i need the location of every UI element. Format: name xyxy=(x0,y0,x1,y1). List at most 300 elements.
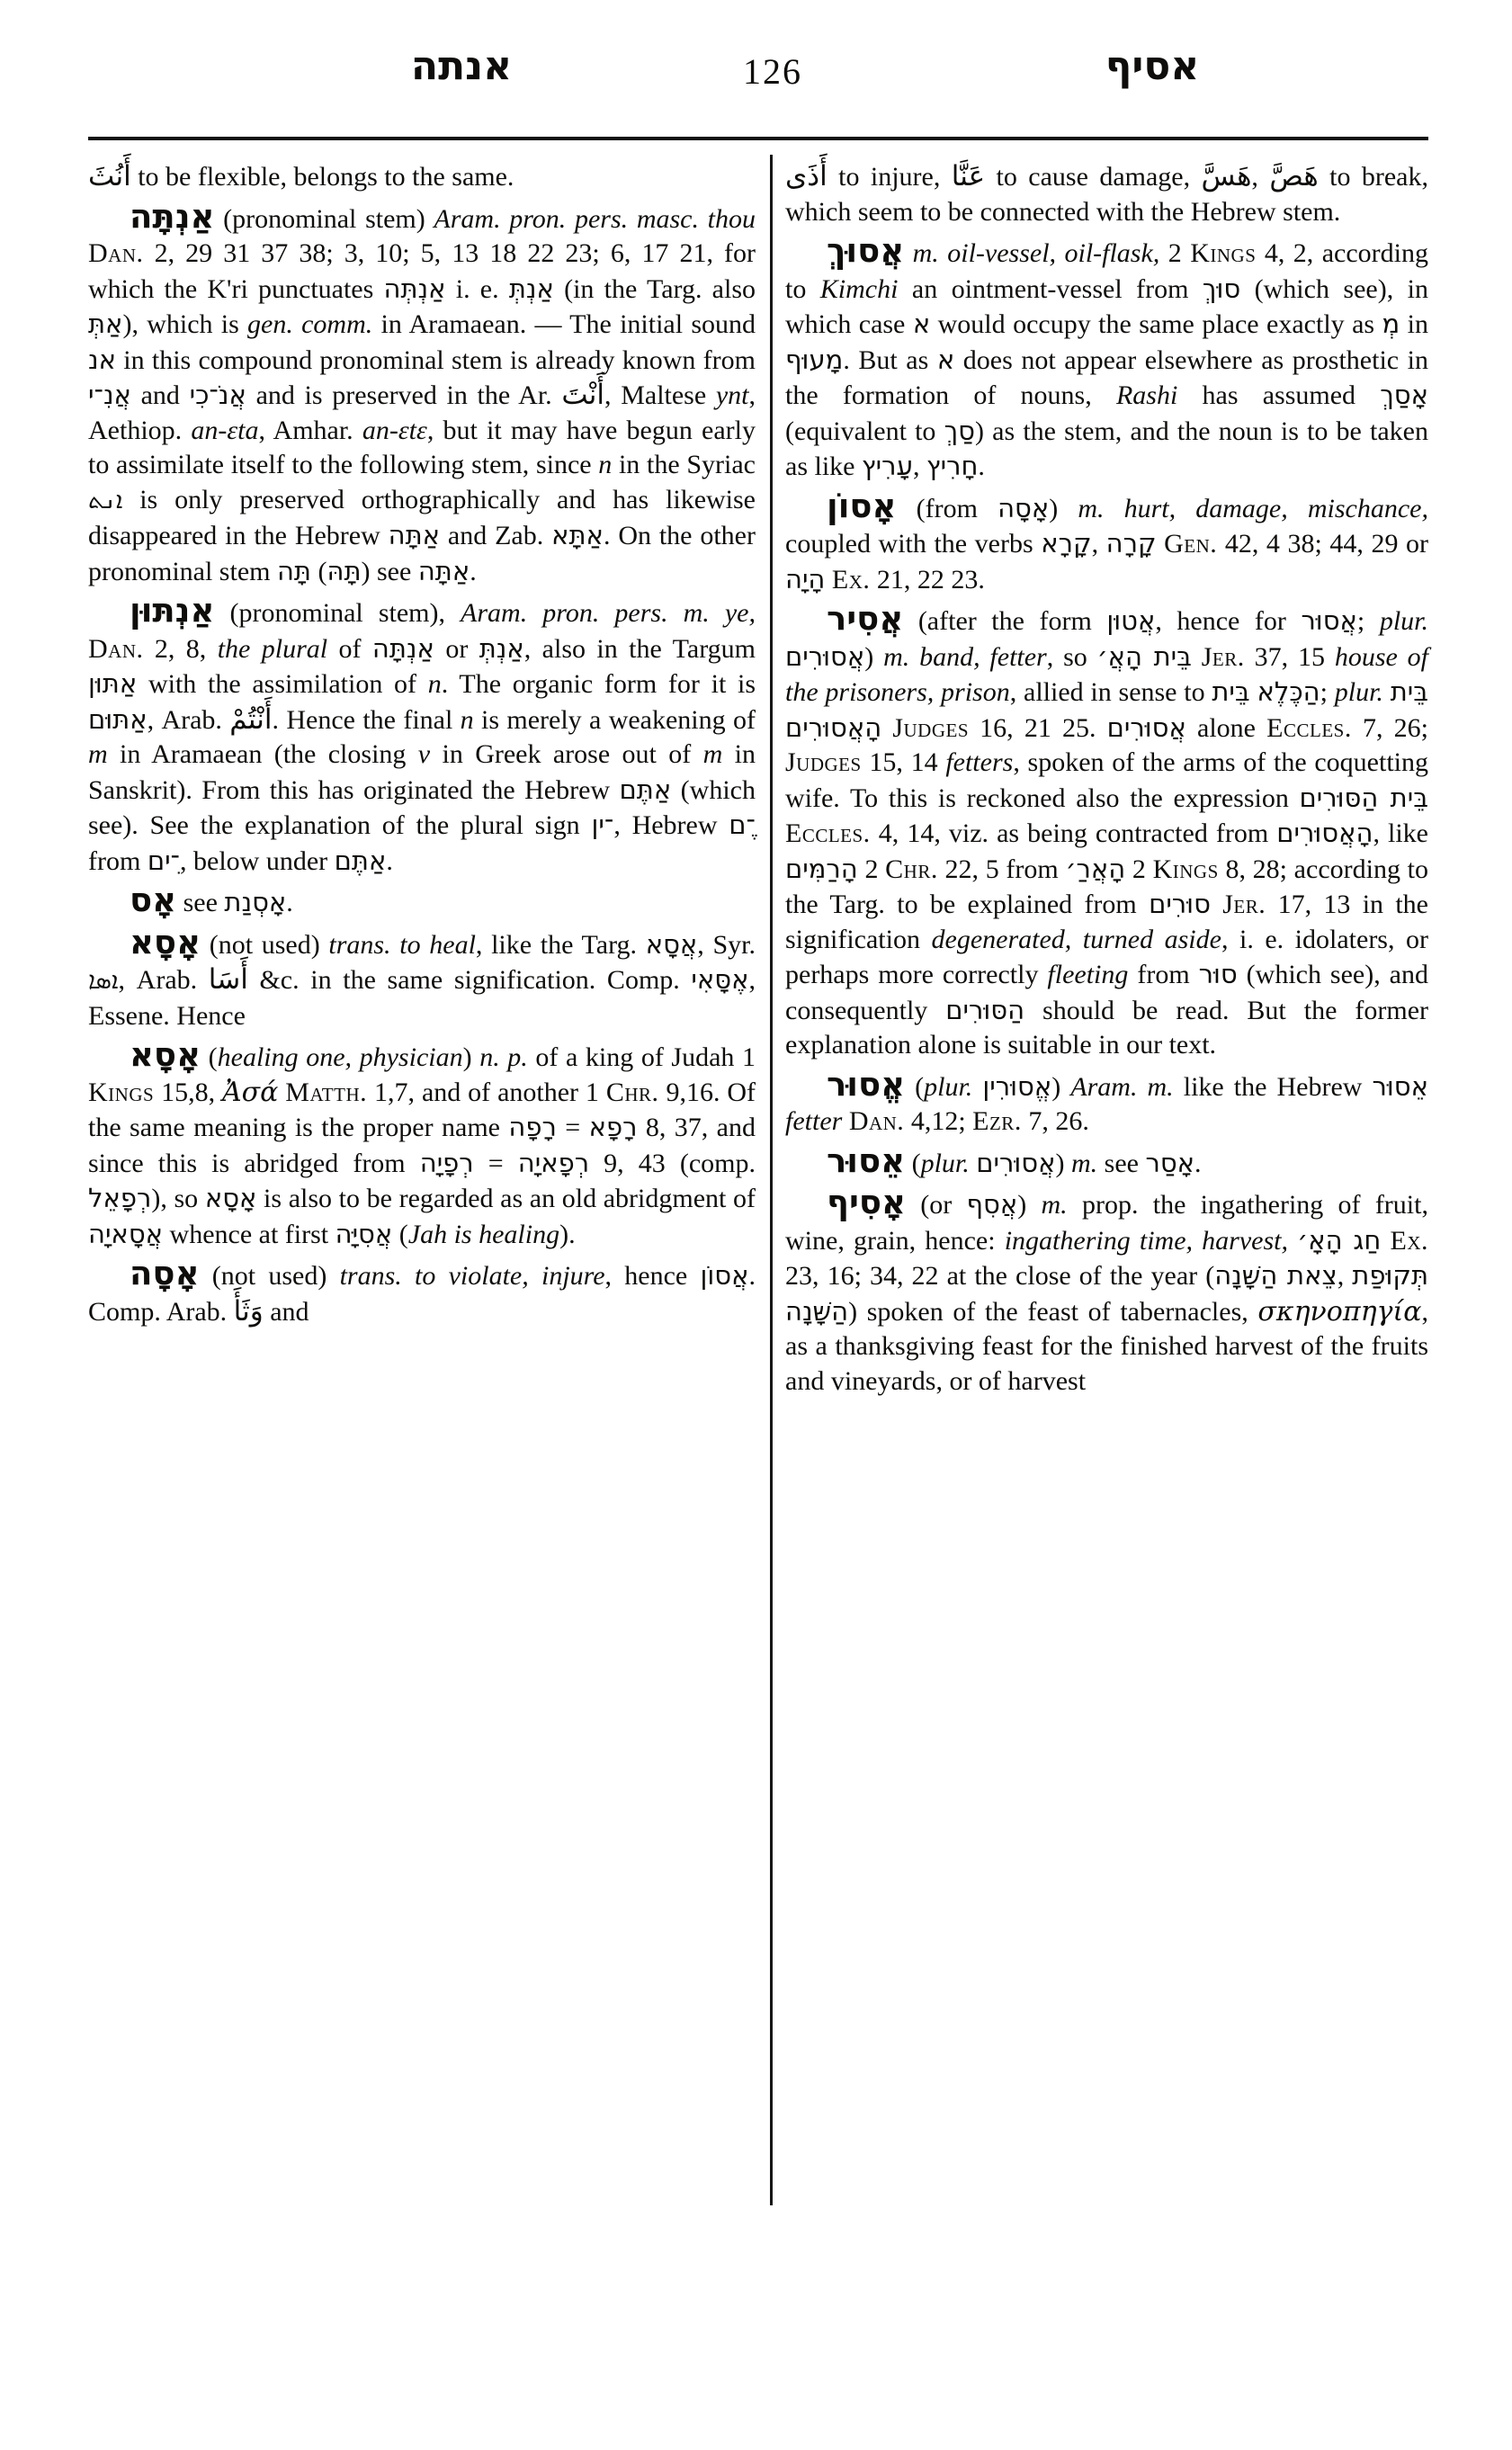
body-text: coupled with the verbs xyxy=(785,529,1042,559)
body-text: 7, 26. xyxy=(1021,1106,1089,1136)
body-text: (not used) xyxy=(201,929,329,960)
body-text: 4, 14, viz. as being contracted from xyxy=(870,818,1277,848)
italic-text: n. p. xyxy=(479,1042,528,1072)
italic-text: Aram. pron. pers. masc. thou xyxy=(434,203,756,234)
arabic-text: عَنَّا xyxy=(951,160,986,192)
arabic-text: أَنْتَ xyxy=(561,379,605,411)
hebrew-text: ־ֶם xyxy=(729,809,756,840)
italic-text: house of the prisoners, prison xyxy=(785,641,1429,707)
entry-headword: אֵסוּר xyxy=(827,1140,906,1180)
scripture-reference: Gen. xyxy=(1164,529,1218,559)
italic-text: healing one, physician xyxy=(217,1042,463,1072)
body-text: does not appear elsewhere as prosthetic in the formation of nouns, xyxy=(785,344,1428,410)
body-text: , Syr. xyxy=(697,929,756,960)
body-text: . xyxy=(286,888,293,917)
dictionary-entry xyxy=(88,922,756,1034)
body-text: . xyxy=(978,452,985,481)
entry-headword: אָסִיף xyxy=(827,1183,906,1221)
italic-text: m. oil-vessel, oil-flask, xyxy=(912,238,1160,268)
body-text: , Arab. xyxy=(118,965,209,995)
scripture-reference: Judges xyxy=(892,712,970,743)
header-left-catchword: אנתה xyxy=(410,43,513,89)
body-text xyxy=(1381,1226,1390,1256)
hebrew-text: עָרִיץ xyxy=(861,451,913,481)
italic-text: plur. xyxy=(924,1071,973,1102)
hebrew-text: אֶסָּאִי xyxy=(691,964,749,995)
dictionary-entry xyxy=(785,599,1429,1063)
body-text: an ointment-vessel from xyxy=(898,273,1203,304)
hebrew-text: קָרָה xyxy=(1105,528,1157,559)
hebrew-text: אֲסוּרִים xyxy=(785,640,865,672)
body-text: , also in the Targum xyxy=(523,633,756,664)
italic-text: the plural xyxy=(217,633,328,664)
body-text: 2 xyxy=(857,854,886,884)
body-text: 42, 4 38; 44, 29 or xyxy=(1217,529,1429,559)
scripture-reference: Dan. xyxy=(88,238,144,268)
italic-text: Aram. pron. pers. m. ye, xyxy=(461,598,756,628)
body-text: (not used) xyxy=(199,1261,340,1291)
body-text: , so xyxy=(1046,641,1097,672)
hebrew-text: אָסַךְ xyxy=(1380,380,1428,410)
body-text xyxy=(1211,890,1222,919)
body-text: , xyxy=(1091,529,1106,559)
body-text: (from xyxy=(896,493,998,523)
body-text: and xyxy=(130,380,190,410)
italic-text: n xyxy=(460,704,474,735)
body-text: 16, 21 25. xyxy=(969,712,1107,743)
arabic-text: هَصَّ xyxy=(1269,160,1319,192)
italic-text: n xyxy=(427,669,442,699)
hebrew-text: בֵּית הָאֲסוּרִים xyxy=(785,676,1429,743)
body-text: ), so xyxy=(151,1184,205,1213)
hebrew-text: רָפָה xyxy=(508,1112,557,1142)
body-text: 2 xyxy=(1159,238,1191,268)
body-text: 4,12; xyxy=(904,1106,973,1136)
hebrew-text: ־ִים xyxy=(147,845,181,876)
body-text: (equivalent to xyxy=(785,416,944,446)
entry-headword: אַנְתָּה xyxy=(130,196,215,236)
scripture-reference: Kings xyxy=(1190,238,1257,268)
body-text: in xyxy=(1400,309,1428,339)
hebrew-text: בֵּית הַסּוּרִים xyxy=(1299,782,1428,813)
scripture-reference: Chr. xyxy=(605,1077,659,1107)
body-text: (which see). See the explanation of the plural sign xyxy=(88,774,756,840)
hebrew-text: קָרָא xyxy=(1041,528,1092,559)
hebrew-text: הַכֶּלֶא xyxy=(1257,676,1320,707)
hebrew-text: תָּה xyxy=(276,555,311,586)
hebrew-text: אֲטוּן xyxy=(1106,605,1156,636)
body-text: 37, 15 xyxy=(1244,641,1335,672)
scripture-reference: Jer. xyxy=(1222,890,1266,919)
body-text: ), which is xyxy=(122,309,248,339)
hebrew-text: סַךְ xyxy=(944,415,976,446)
hebrew-text: א xyxy=(936,344,955,375)
body-text xyxy=(1383,677,1391,707)
body-text: . The organic form for it is xyxy=(441,669,756,699)
hebrew-text: אֲסִף xyxy=(966,1189,1018,1220)
body-text: , allied in sense to xyxy=(1009,677,1212,707)
arabic-text: أَنْتُمْ xyxy=(229,702,273,736)
body-text: . On the other pronominal stem xyxy=(88,521,756,586)
italic-text: Aram. m. xyxy=(1070,1071,1174,1102)
body-text: i. e. xyxy=(445,273,509,304)
entry-headword: אָסָה xyxy=(130,1254,200,1292)
hebrew-text: ־ין xyxy=(591,809,614,840)
hebrew-text: רְפָיָה xyxy=(419,1147,474,1178)
hebrew-text: אַתְּ xyxy=(88,308,123,339)
hebrew-text: מְ xyxy=(1382,308,1400,339)
body-text: has assumed xyxy=(1177,380,1381,410)
dictionary-entry xyxy=(785,159,1428,229)
body-text: , like xyxy=(1373,818,1428,848)
hebrew-text: אַנְתְּ xyxy=(508,273,554,304)
italic-text: m xyxy=(702,739,723,769)
body-text: 9,16. Of the same meaning is the proper name xyxy=(88,1077,756,1142)
scripture-reference: Eccles. xyxy=(785,818,871,848)
body-text: to cause damage, xyxy=(985,162,1202,192)
syriac-text: ܐܢܬ xyxy=(88,486,123,514)
body-text: = xyxy=(473,1148,518,1178)
body-text: ) xyxy=(462,1042,480,1072)
left-column xyxy=(88,155,756,1334)
italic-text: n xyxy=(598,450,613,479)
body-text: in this compound pronominal stem is already known from xyxy=(116,344,756,375)
body-text: to injure, xyxy=(827,162,952,192)
italic-text: ingathering time, harvest, xyxy=(1004,1225,1288,1256)
scripture-reference: Matth. xyxy=(285,1077,368,1107)
hebrew-text: אַנְתְּ xyxy=(479,632,524,664)
italic-text: m. xyxy=(1070,1148,1098,1178)
scripture-reference: Jer. xyxy=(1201,641,1245,672)
arabic-text: أَسَا xyxy=(208,963,248,996)
body-text: 8, 28; according to the Targ. to be explained from xyxy=(785,854,1428,919)
body-text: 15, 14 xyxy=(861,747,946,777)
body-text: ( xyxy=(201,1042,218,1072)
page-number: 126 xyxy=(743,51,802,92)
hebrew-text: הָרַמִּים xyxy=(785,853,858,884)
body-text: ( xyxy=(905,1148,921,1178)
body-text xyxy=(972,1072,982,1102)
body-text: , xyxy=(1251,162,1270,192)
body-text: (in the Targ. also xyxy=(553,273,756,304)
body-text: 1,7, and of another 1 xyxy=(367,1077,606,1107)
hebrew-text: אֲסָאיָה xyxy=(88,1218,164,1249)
scripture-reference: Ex. xyxy=(831,564,871,595)
greek-text: Ἀσά xyxy=(221,1076,279,1108)
body-text: or xyxy=(434,633,479,664)
hebrew-text: אֲסוֹן xyxy=(700,1260,749,1291)
scripture-reference: Dan. xyxy=(848,1106,905,1136)
body-text: in Aramaean (the closing xyxy=(107,739,418,769)
italic-text: ν xyxy=(417,739,431,769)
body-text: 4, 2, according to xyxy=(785,238,1429,304)
body-text: (pronominal stem) xyxy=(214,203,434,234)
entry-headword: אָסוֹן xyxy=(827,486,897,525)
body-text: ) xyxy=(1055,1148,1071,1178)
syriac-text: ܐܣܐ xyxy=(88,967,119,995)
body-text: . xyxy=(386,845,393,876)
body-text: , hence for xyxy=(1155,606,1302,636)
entry-headword: אָסָא xyxy=(130,1035,201,1074)
scripture-reference: Kings xyxy=(1152,854,1219,884)
arabic-text: أَنُثَ xyxy=(88,160,131,192)
body-text: , as a thanksgiving feast for the finished harvest of the fruits and vineyards, or of harvest xyxy=(785,1296,1428,1396)
body-text: , below under xyxy=(180,845,335,876)
dictionary-entry xyxy=(88,196,756,590)
body-text xyxy=(881,713,892,743)
body-text: to be flexible, belongs to the same. xyxy=(130,162,514,192)
scripture-reference: Dan. xyxy=(88,633,144,664)
italic-text: an-ɛtɛ xyxy=(362,415,427,445)
body-text: 2, 8, xyxy=(143,633,218,664)
body-text: . But as xyxy=(843,344,937,375)
body-text: , Maltese xyxy=(604,380,716,410)
hebrew-text: חַג הָאָ׳ xyxy=(1297,1224,1382,1256)
body-text: like the Hebrew xyxy=(1173,1071,1373,1102)
body-text xyxy=(1288,1226,1297,1256)
italic-text: gen. comm. xyxy=(247,309,373,339)
greek-text: σκηνοπηγία xyxy=(1257,1295,1422,1328)
body-text: . Hence the final xyxy=(272,704,461,735)
hebrew-text: סוּרִים xyxy=(1149,889,1211,919)
body-text: and Zab. xyxy=(440,521,552,550)
body-text: (which see), and consequently xyxy=(785,960,1428,1025)
italic-text: an-ɛta xyxy=(191,415,259,445)
scripture-reference: Chr. xyxy=(885,854,938,884)
dictionary-entry xyxy=(785,231,1429,485)
hebrew-text: אַתּוּם xyxy=(88,703,148,735)
body-text: 8, 37, and since this is abridged from xyxy=(88,1113,756,1178)
hebrew-text: רְפָאיָה xyxy=(517,1147,590,1178)
hebrew-text: צֵאת הַשָּׁנָה xyxy=(1214,1260,1338,1291)
body-text: (which see), in which case xyxy=(785,273,1428,339)
hebrew-text: אַתֶּם xyxy=(334,845,387,876)
body-text xyxy=(825,565,832,595)
body-text: ) xyxy=(1017,1190,1042,1220)
body-text: . Comp. Arab. xyxy=(88,1261,756,1327)
dictionary-entry xyxy=(785,486,1429,598)
text-area xyxy=(88,155,1428,2205)
hebrew-text: הָאֲסוּרִים xyxy=(1276,818,1373,848)
body-text: and xyxy=(263,1296,309,1327)
italic-text: fetters xyxy=(945,747,1014,777)
hebrew-text: אֱסוּרִין xyxy=(982,1070,1052,1102)
hebrew-text: אֲסוּרִים xyxy=(1106,711,1186,743)
body-text: see xyxy=(176,888,225,917)
italic-text: ynt xyxy=(715,380,749,410)
body-text: is also to be regarded as an old abridgment of xyxy=(256,1184,756,1213)
body-text: should be read. But the former explanation alone is suitable in our text. xyxy=(785,995,1429,1060)
hebrew-text: מָעוּף xyxy=(785,344,844,375)
arabic-text: هَسَّ xyxy=(1201,160,1252,192)
italic-text: trans. to heal xyxy=(328,929,476,960)
body-text: (after the form xyxy=(903,606,1107,636)
hebrew-text: אֲסִיָּה xyxy=(335,1218,393,1249)
body-text: , like the Targ. xyxy=(475,929,646,960)
body-text: , i. e. idolaters, or perhaps more correctly xyxy=(785,924,1428,989)
dictionary-entry xyxy=(88,159,756,195)
header-rule xyxy=(88,137,1428,140)
body-text xyxy=(842,1106,849,1136)
body-text: , Amhar. xyxy=(258,415,362,445)
body-text: 2, 29 31 37 38; 3, 10; 5, 13 18 22 23; 6, 17 21, for which the K'ri punctuates xyxy=(88,238,756,304)
body-text: , Aethiop. xyxy=(88,380,756,445)
body-text: &c. in the same signification. Comp. xyxy=(247,965,692,995)
hebrew-text: אַתּוּן xyxy=(88,668,138,699)
body-text: and is preserved in the Ar. xyxy=(246,380,562,410)
hebrew-text: אֲסוּר xyxy=(1301,605,1357,636)
hebrew-text: סוּר xyxy=(1198,959,1238,989)
hebrew-text: אָסְנַת xyxy=(224,887,287,917)
body-text: ) spoken of the feast of tabernacles, xyxy=(848,1296,1258,1327)
hebrew-text: אנ xyxy=(88,344,116,375)
hebrew-text: אָסָה xyxy=(998,492,1050,523)
body-text: , hence xyxy=(604,1261,701,1291)
body-text: of a king of Judah 1 xyxy=(527,1042,756,1072)
body-text: , Arab. xyxy=(147,704,230,735)
italic-text: m xyxy=(88,739,108,769)
body-text: , Essene. Hence xyxy=(88,965,756,1031)
body-text: prop. the ingathering of fruit, wine, grain, hence: xyxy=(785,1190,1428,1256)
italic-text: trans. to violate, injure xyxy=(339,1261,605,1291)
dictionary-entry xyxy=(785,1140,1428,1182)
body-text: would occupy the same place exactly as xyxy=(930,309,1382,339)
hebrew-text: הַסּוּרִים xyxy=(945,994,1025,1025)
dictionary-entry xyxy=(88,883,756,921)
hebrew-text: הָיָה xyxy=(785,563,826,595)
body-text: , spoken of the arms of the coquetting wife. To this is reckoned also the expression xyxy=(785,747,1428,813)
arabic-text: وَثَأَ xyxy=(233,1294,264,1328)
dictionary-entry xyxy=(785,1185,1428,1399)
body-text: is only preserved orthographically and has likewise disappeared in the Hebrew xyxy=(88,484,756,550)
body-text: ; xyxy=(1356,606,1380,636)
italic-text: m. xyxy=(1041,1190,1068,1220)
dictionary-entry xyxy=(88,1256,756,1329)
body-text: (or xyxy=(905,1190,967,1220)
body-text: = xyxy=(556,1113,589,1142)
hebrew-text: אָסַר xyxy=(1145,1147,1195,1178)
body-text: alone xyxy=(1185,712,1267,743)
italic-text: plur. xyxy=(920,1148,970,1178)
body-text: in the Syriac xyxy=(612,450,756,479)
header-right-catchword: אסיף xyxy=(1105,43,1200,89)
body-text: , xyxy=(912,452,926,481)
body-text: , xyxy=(1337,1261,1353,1291)
italic-text: m. hurt, damage, mischance, xyxy=(1078,493,1428,523)
body-text: , Hebrew xyxy=(613,810,729,840)
italic-text: Rashi xyxy=(1115,380,1178,410)
hebrew-text: אֲסוּרִים xyxy=(976,1147,1056,1178)
body-text: ) as the stem, and the noun is to be taken as like xyxy=(785,416,1428,481)
scripture-reference: Ex. xyxy=(1390,1225,1429,1256)
body-text: ) see xyxy=(361,556,418,586)
right-column xyxy=(785,155,1428,1403)
hebrew-text: אַתָּה xyxy=(388,520,441,550)
body-text: ) xyxy=(1051,1071,1071,1102)
dictionary-entry xyxy=(785,1064,1428,1140)
body-text: , but it may have begun early to assimilate itself to the following stem, since xyxy=(88,415,756,479)
hebrew-text: אַנְתָּה xyxy=(371,632,434,664)
scripture-reference: Judges xyxy=(785,747,862,777)
body-text xyxy=(1157,529,1165,559)
entry-headword: אֲסִיר xyxy=(827,599,904,638)
body-text: ( xyxy=(392,1219,408,1249)
entry-headword: אָס xyxy=(130,881,177,919)
body-text: 7, 26; xyxy=(1351,712,1429,743)
body-text: see xyxy=(1097,1148,1146,1178)
body-text: ; xyxy=(1320,677,1335,707)
body-text: (pronominal stem), xyxy=(214,598,461,628)
body-text: . xyxy=(470,556,477,586)
body-text: ) xyxy=(1049,493,1078,523)
body-text: from xyxy=(1128,960,1199,989)
hebrew-text: אֲנֹ־כִי xyxy=(189,380,246,410)
hebrew-text: בֵּית הָאֲ׳ xyxy=(1096,640,1192,672)
scripture-reference: Ezr. xyxy=(972,1106,1022,1136)
hebrew-text: אַתָּא xyxy=(551,520,604,550)
body-text: to break, which seem to be connected with the Hebrew stem. xyxy=(785,162,1428,227)
hebrew-text: אֲסָא xyxy=(645,928,698,960)
italic-text: plur. xyxy=(1334,677,1383,707)
body-text: ). xyxy=(559,1219,576,1249)
hebrew-text: אֵסוּר xyxy=(1372,1070,1428,1102)
dictionary-entry xyxy=(88,1035,756,1252)
body-text: in Aramaean. — The initial sound xyxy=(372,309,756,339)
body-text: from xyxy=(88,845,148,876)
italic-text: fleeting xyxy=(1047,960,1129,989)
hebrew-text: רְפָאֵל xyxy=(88,1183,152,1213)
body-text: in Greek arose out of xyxy=(430,739,703,769)
entry-headword: אַנְתּוּן xyxy=(130,591,215,630)
hebrew-text: תָּהּ xyxy=(327,555,362,586)
column-divider-rule xyxy=(770,155,773,2205)
body-text: of xyxy=(327,633,372,664)
dictionary-entry xyxy=(88,591,756,879)
hebrew-text: אַנְתְּה xyxy=(383,273,446,304)
italic-text: Kimchi xyxy=(819,273,899,304)
body-text: with the assimilation of xyxy=(137,669,428,699)
italic-text: plur. xyxy=(1379,606,1428,636)
hebrew-text: אָסָא xyxy=(204,1183,257,1213)
hebrew-text: בֵּית xyxy=(1212,676,1250,707)
entry-headword: אֲסוּךְ xyxy=(827,231,905,270)
hebrew-text: חָרִיץ xyxy=(926,451,979,481)
hebrew-text: סוּךְ xyxy=(1202,273,1241,304)
body-text: 22, 5 from xyxy=(937,854,1066,884)
hebrew-text: א xyxy=(912,308,931,339)
arabic-text: أَذَى xyxy=(785,160,828,192)
body-text: 21, 22 23. xyxy=(870,564,985,595)
body-text: 17, 13 in the signification xyxy=(785,890,1428,954)
italic-text: m. band, fetter xyxy=(883,641,1047,672)
hebrew-text: הָאֲרַ׳ xyxy=(1065,853,1126,884)
body-text: 9, 43 (comp. xyxy=(589,1148,756,1178)
body-text: ( xyxy=(311,556,327,586)
body-text xyxy=(1192,642,1202,672)
italic-text: Jah is healing xyxy=(407,1219,560,1249)
body-text: is merely a weakening of xyxy=(473,704,756,735)
body-text: 23, 16; 34, 22 at the close of the year ( xyxy=(785,1261,1215,1291)
running-head xyxy=(0,0,1512,133)
hebrew-text: אַתֶּם xyxy=(619,773,672,805)
hebrew-text: אֲנִ־י xyxy=(88,380,131,410)
hebrew-text: רָפָא xyxy=(588,1112,638,1142)
body-text: ( xyxy=(905,1071,925,1102)
body-text: whence at first xyxy=(163,1219,336,1249)
italic-text: fetter xyxy=(785,1106,843,1136)
entry-headword: אֱסוּר xyxy=(827,1064,906,1104)
body-text: in Sanskrit). From this has originated the Hebrew xyxy=(88,739,756,805)
